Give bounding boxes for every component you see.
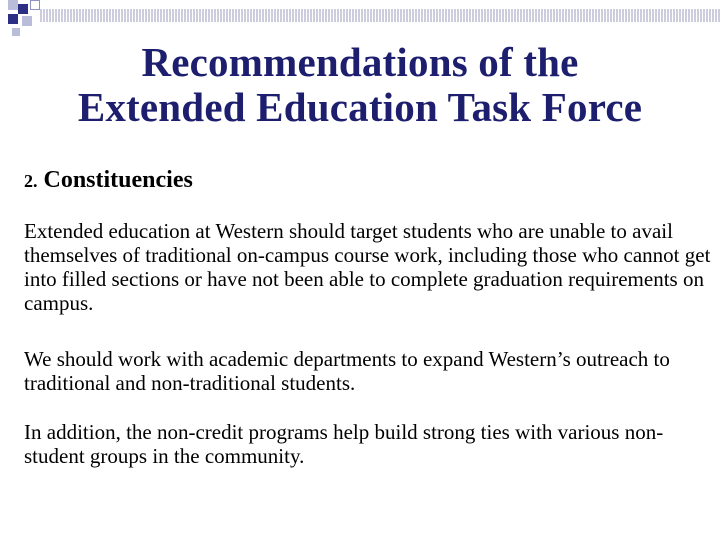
body-paragraph-1: [24, 219, 714, 315]
corner-square-decoration: [8, 14, 18, 24]
slide-title-line-2: Extended Education Task Force: [77, 84, 643, 130]
section-heading-text: Constituencies: [43, 167, 193, 193]
top-rule-decoration: [40, 9, 720, 22]
slide-title: [0, 40, 720, 130]
paragraph-text: Extended education at Western should target students who are unable to avail themselves of traditional on-campus course work, including those who cannot get into filled sections or have not been able to complete graduation requirements on campus.: [24, 219, 711, 315]
body-paragraph-2: [24, 347, 714, 395]
slide-title-line-1: Recommendations of the: [141, 39, 579, 85]
corner-square-decoration: [18, 4, 28, 14]
corner-square-decoration: [12, 28, 20, 36]
paragraph-text: We should work with academic departments to expand Western’s outreach to traditional and non-traditional students.: [24, 347, 670, 395]
body-paragraph-3: [24, 420, 714, 468]
section-heading: [24, 166, 193, 195]
section-number: 2.: [24, 171, 38, 191]
corner-square-decoration: [22, 16, 32, 26]
paragraph-text: In addition, the non-credit programs help build strong ties with various non-student groups in the community.: [24, 420, 664, 468]
corner-square-decoration: [30, 0, 40, 10]
corner-square-decoration: [8, 0, 18, 10]
